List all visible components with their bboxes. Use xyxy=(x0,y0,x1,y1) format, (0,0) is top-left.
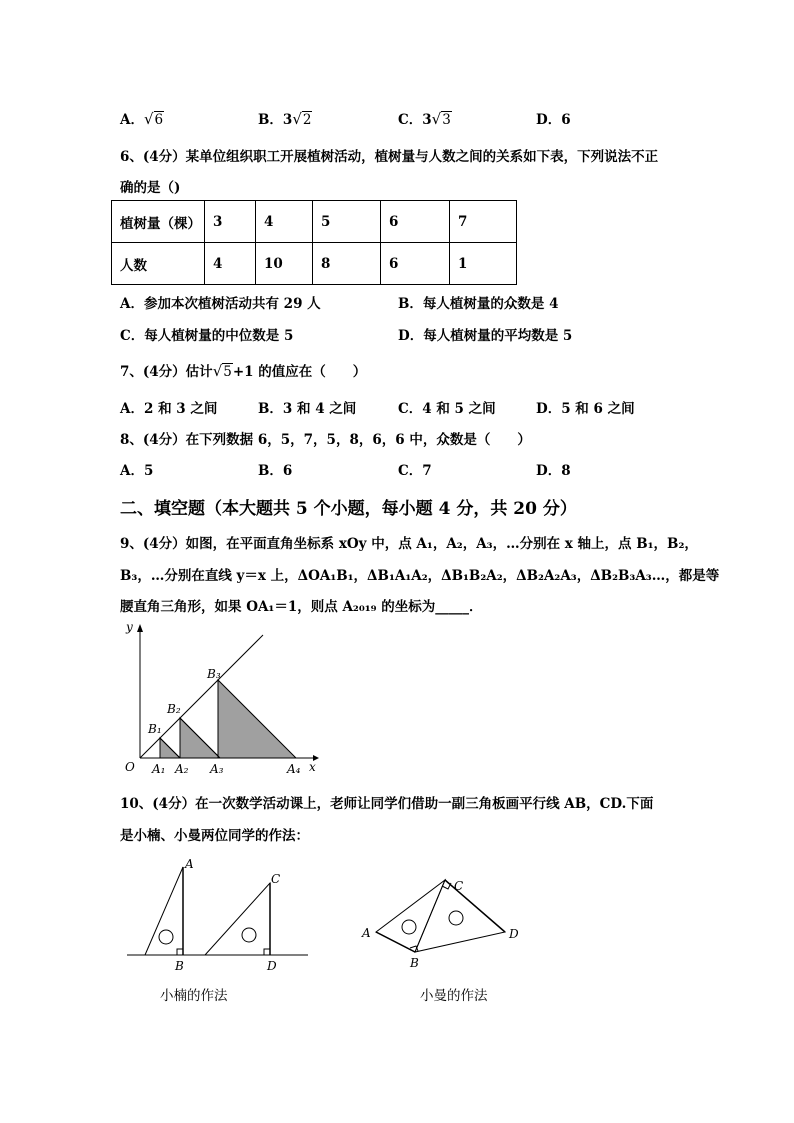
q8-option-b: B．6 xyxy=(258,463,293,479)
q8-option-a: A．5 xyxy=(120,463,154,479)
q8-option-c: C．7 xyxy=(398,463,432,479)
sqrt-symbol: √5 xyxy=(212,362,232,380)
q9-stem-line1: 9、(4分）如图，在平面直角坐标系 xOy 中，点 A₁，A₂，A₃，…分别在 x 轴上，点 B₁，B₂， xyxy=(120,536,698,552)
y-axis-arrow-icon xyxy=(137,624,143,632)
table-cell: 1 xyxy=(450,243,517,285)
point-label-c: C xyxy=(454,879,464,893)
q9-figure xyxy=(115,618,325,780)
point-label-b1: B₁ xyxy=(148,722,162,736)
point-label-a4: A₄ xyxy=(287,762,301,776)
q10-figure-xiaoman xyxy=(358,870,528,972)
table-row-label: 人数 xyxy=(112,243,205,285)
point-label-d: D xyxy=(509,927,519,941)
q10-stem-line1: 10、(4分）在一次数学活动课上，老师让同学们借助一副三角板画平行线 AB，CD.下面 xyxy=(120,796,654,812)
q6-option-d: D．每人植树量的平均数是 5 xyxy=(398,328,573,344)
table-cell: 4 xyxy=(256,201,313,243)
origin-label: O xyxy=(125,760,135,774)
section-title: 二、填空题（本大题共 5 个小题，每小题 4 分，共 20 分） xyxy=(120,499,577,519)
triangle-hole xyxy=(402,920,416,934)
point-label-a: A xyxy=(362,926,371,940)
sqrt-symbol: √3 xyxy=(431,110,451,128)
q5-option-d: D．6 xyxy=(536,112,571,128)
caption-xiaoman: 小曼的作法 xyxy=(420,988,488,1004)
sqrt-symbol: √2 xyxy=(292,110,312,128)
q6-option-c: C．每人植树量的中位数是 5 xyxy=(120,328,294,344)
q6-option-a: A．参加本次植树活动共有 29 人 xyxy=(120,296,321,312)
point-label-b: B xyxy=(410,956,419,970)
set-square-2 xyxy=(205,883,270,955)
table-header-label: 植树量（棵） xyxy=(112,201,205,243)
q6-table xyxy=(111,200,517,285)
point-label-c: C xyxy=(271,872,281,886)
table-cell: 3 xyxy=(205,201,256,243)
q9-stem-line3: 腰直角三角形，如果 OA₁＝1，则点 A₂₀₁₉ 的坐标为_____． xyxy=(120,599,483,615)
point-label-a2: A₂ xyxy=(175,762,189,776)
q6-option-b: B．每人植树量的众数是 4 xyxy=(398,296,559,312)
set-square-1 xyxy=(376,880,445,952)
q9-stem-line2: B₃，…分别在直线 y＝x 上，ΔOA₁B₁，ΔB₁A₁A₂，ΔB₁B₂A₂，ΔB₂A₂A₃，ΔB₂B₃A₃…，都是等 xyxy=(120,568,720,584)
q7-option-d: D．5 和 6 之间 xyxy=(536,401,635,417)
table-cell: 6 xyxy=(381,201,450,243)
x-axis-label: x xyxy=(309,760,316,774)
point-label-b2: B₂ xyxy=(167,702,181,716)
point-label-a3: A₃ xyxy=(210,762,224,776)
q6-stem-line2: 确的是（) xyxy=(120,180,181,196)
sqrt-symbol: √6 xyxy=(143,110,164,128)
point-label-b: B xyxy=(175,959,184,973)
q8-stem: 8、(4分）在下列数据 6，5，7，5，8，6，6 中，众数是（ ） xyxy=(120,432,531,448)
q5-option-b: B．3√2 xyxy=(258,110,312,128)
line-ab xyxy=(376,932,415,952)
table-row xyxy=(112,201,517,243)
q10-stem-line2: 是小楠、小曼两位同学的作法： xyxy=(120,828,309,844)
q10-figure-xiaonan xyxy=(125,855,310,977)
right-angle-mark-icon xyxy=(264,949,270,955)
right-angle-mark-icon xyxy=(177,949,183,955)
table-cell: 6 xyxy=(381,243,450,285)
q5-option-a: A．√6 xyxy=(120,110,164,128)
set-square-1 xyxy=(145,867,183,955)
table-cell: 4 xyxy=(205,243,256,285)
point-label-a: A xyxy=(185,857,194,871)
q7-option-c: C．4 和 5 之间 xyxy=(398,401,496,417)
triangle-hole xyxy=(449,911,463,925)
y-axis-label: y xyxy=(126,620,133,634)
q7-option-a: A．2 和 3 之间 xyxy=(120,401,218,417)
caption-xiaonan: 小楠的作法 xyxy=(160,988,228,1004)
q7-option-b: B．3 和 4 之间 xyxy=(258,401,357,417)
table-cell: 8 xyxy=(313,243,381,285)
q8-option-d: D．8 xyxy=(536,463,571,479)
point-label-d: D xyxy=(267,959,277,973)
q6-stem-line1: 6、(4分）某单位组织职工开展植树活动，植树量与人数之间的关系如下表，下列说法不正 xyxy=(120,149,659,165)
table-row xyxy=(112,243,517,285)
table-cell: 5 xyxy=(313,201,381,243)
q7-stem: 7、(4分）估计√5+1 的值应在（ ） xyxy=(120,362,367,380)
point-label-b3: B₃ xyxy=(207,667,221,681)
triangle-hole xyxy=(159,930,173,944)
point-label-a1: A₁ xyxy=(152,762,166,776)
table-cell: 10 xyxy=(256,243,313,285)
shaded-triangle-3 xyxy=(218,680,296,758)
table-cell: 7 xyxy=(450,201,517,243)
triangle-hole xyxy=(242,928,256,942)
q5-option-c: C．3√3 xyxy=(398,110,451,128)
